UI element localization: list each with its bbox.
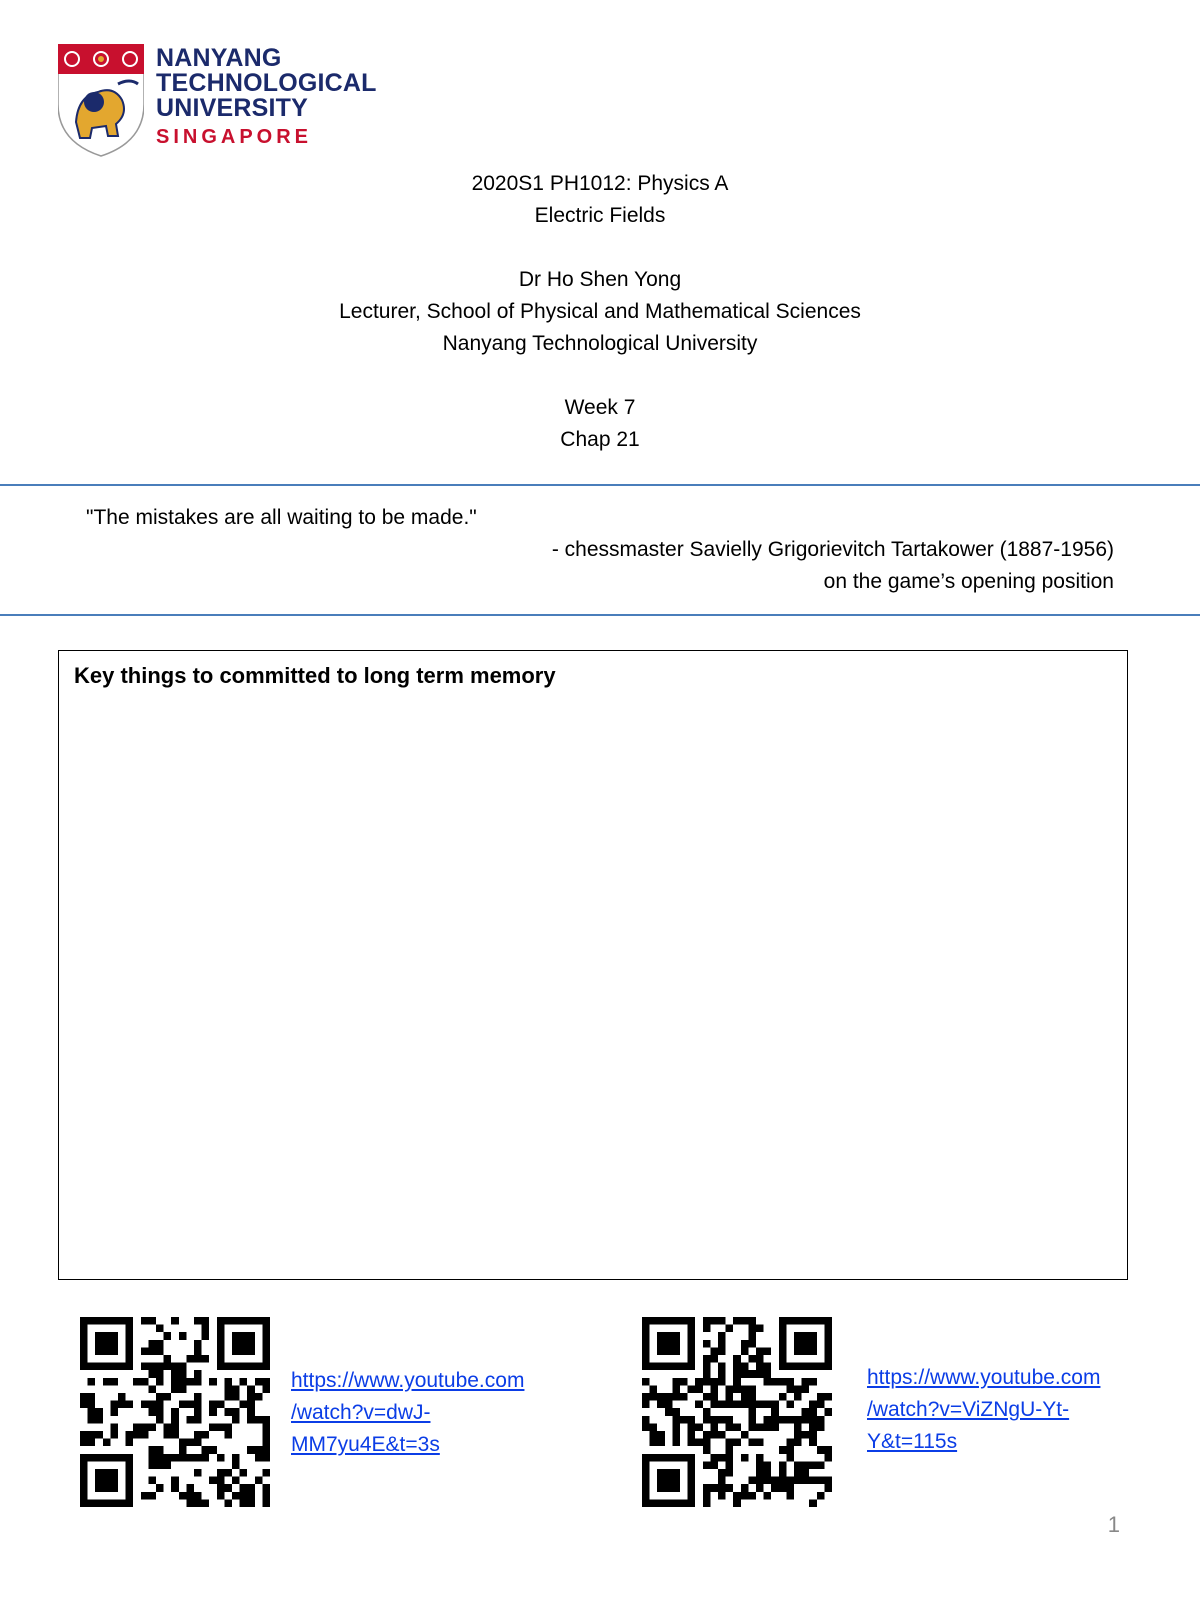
quote-author: - chessmaster Savielly Grigorievitch Tartakower (1887-1956) [551, 538, 1114, 561]
lecturer-role: Lecturer, School of Physical and Mathematical Sciences [339, 300, 861, 323]
institution-name: Nanyang Technological University [442, 332, 758, 355]
quote-text: "The mistakes are all waiting to be made." [86, 506, 477, 529]
lecturer-name: Dr Ho Shen Yong [518, 268, 682, 291]
quote-top-rule [0, 484, 1200, 486]
qr-code-icon[interactable] [80, 1317, 270, 1507]
ntu-lion-shield-icon [58, 44, 144, 158]
memory-box-title: Key things to committed to long term memory [74, 663, 556, 688]
link-line[interactable]: /watch?v=ViZNgU-Yt- [867, 1398, 1070, 1421]
youtube-link-1[interactable] [291, 1365, 591, 1461]
memory-notes-box [58, 650, 1128, 1280]
logo-country: SINGAPORE [156, 126, 313, 148]
link-line[interactable]: MM7yu4E&t=3s [291, 1433, 440, 1456]
link-line[interactable]: Y&t=115s [867, 1430, 958, 1453]
ntu-logo [58, 44, 378, 164]
link-line[interactable]: https://www.youtube.com [867, 1366, 1101, 1389]
week-label: Week 7 [564, 396, 636, 419]
qr-code-icon[interactable] [642, 1317, 832, 1507]
course-title: 2020S1 PH1012: Physics A [471, 172, 729, 195]
topic-title: Electric Fields [534, 204, 666, 227]
link-line[interactable]: https://www.youtube.com [291, 1369, 525, 1392]
link-line[interactable]: /watch?v=dwJ- [291, 1401, 431, 1424]
quote-bottom-rule [0, 614, 1200, 616]
document-header [0, 168, 1200, 456]
quote-context: on the game’s opening position [823, 570, 1114, 593]
logo-wordmark [156, 46, 377, 148]
logo-line-1: NANYANG [156, 44, 282, 72]
logo-line-3: UNIVERSITY [156, 94, 309, 122]
youtube-link-2[interactable] [867, 1362, 1167, 1458]
page-number: 1 [1107, 1512, 1120, 1537]
logo-line-2: TECHNOLOGICAL [156, 69, 377, 97]
chapter-label: Chap 21 [560, 428, 640, 451]
